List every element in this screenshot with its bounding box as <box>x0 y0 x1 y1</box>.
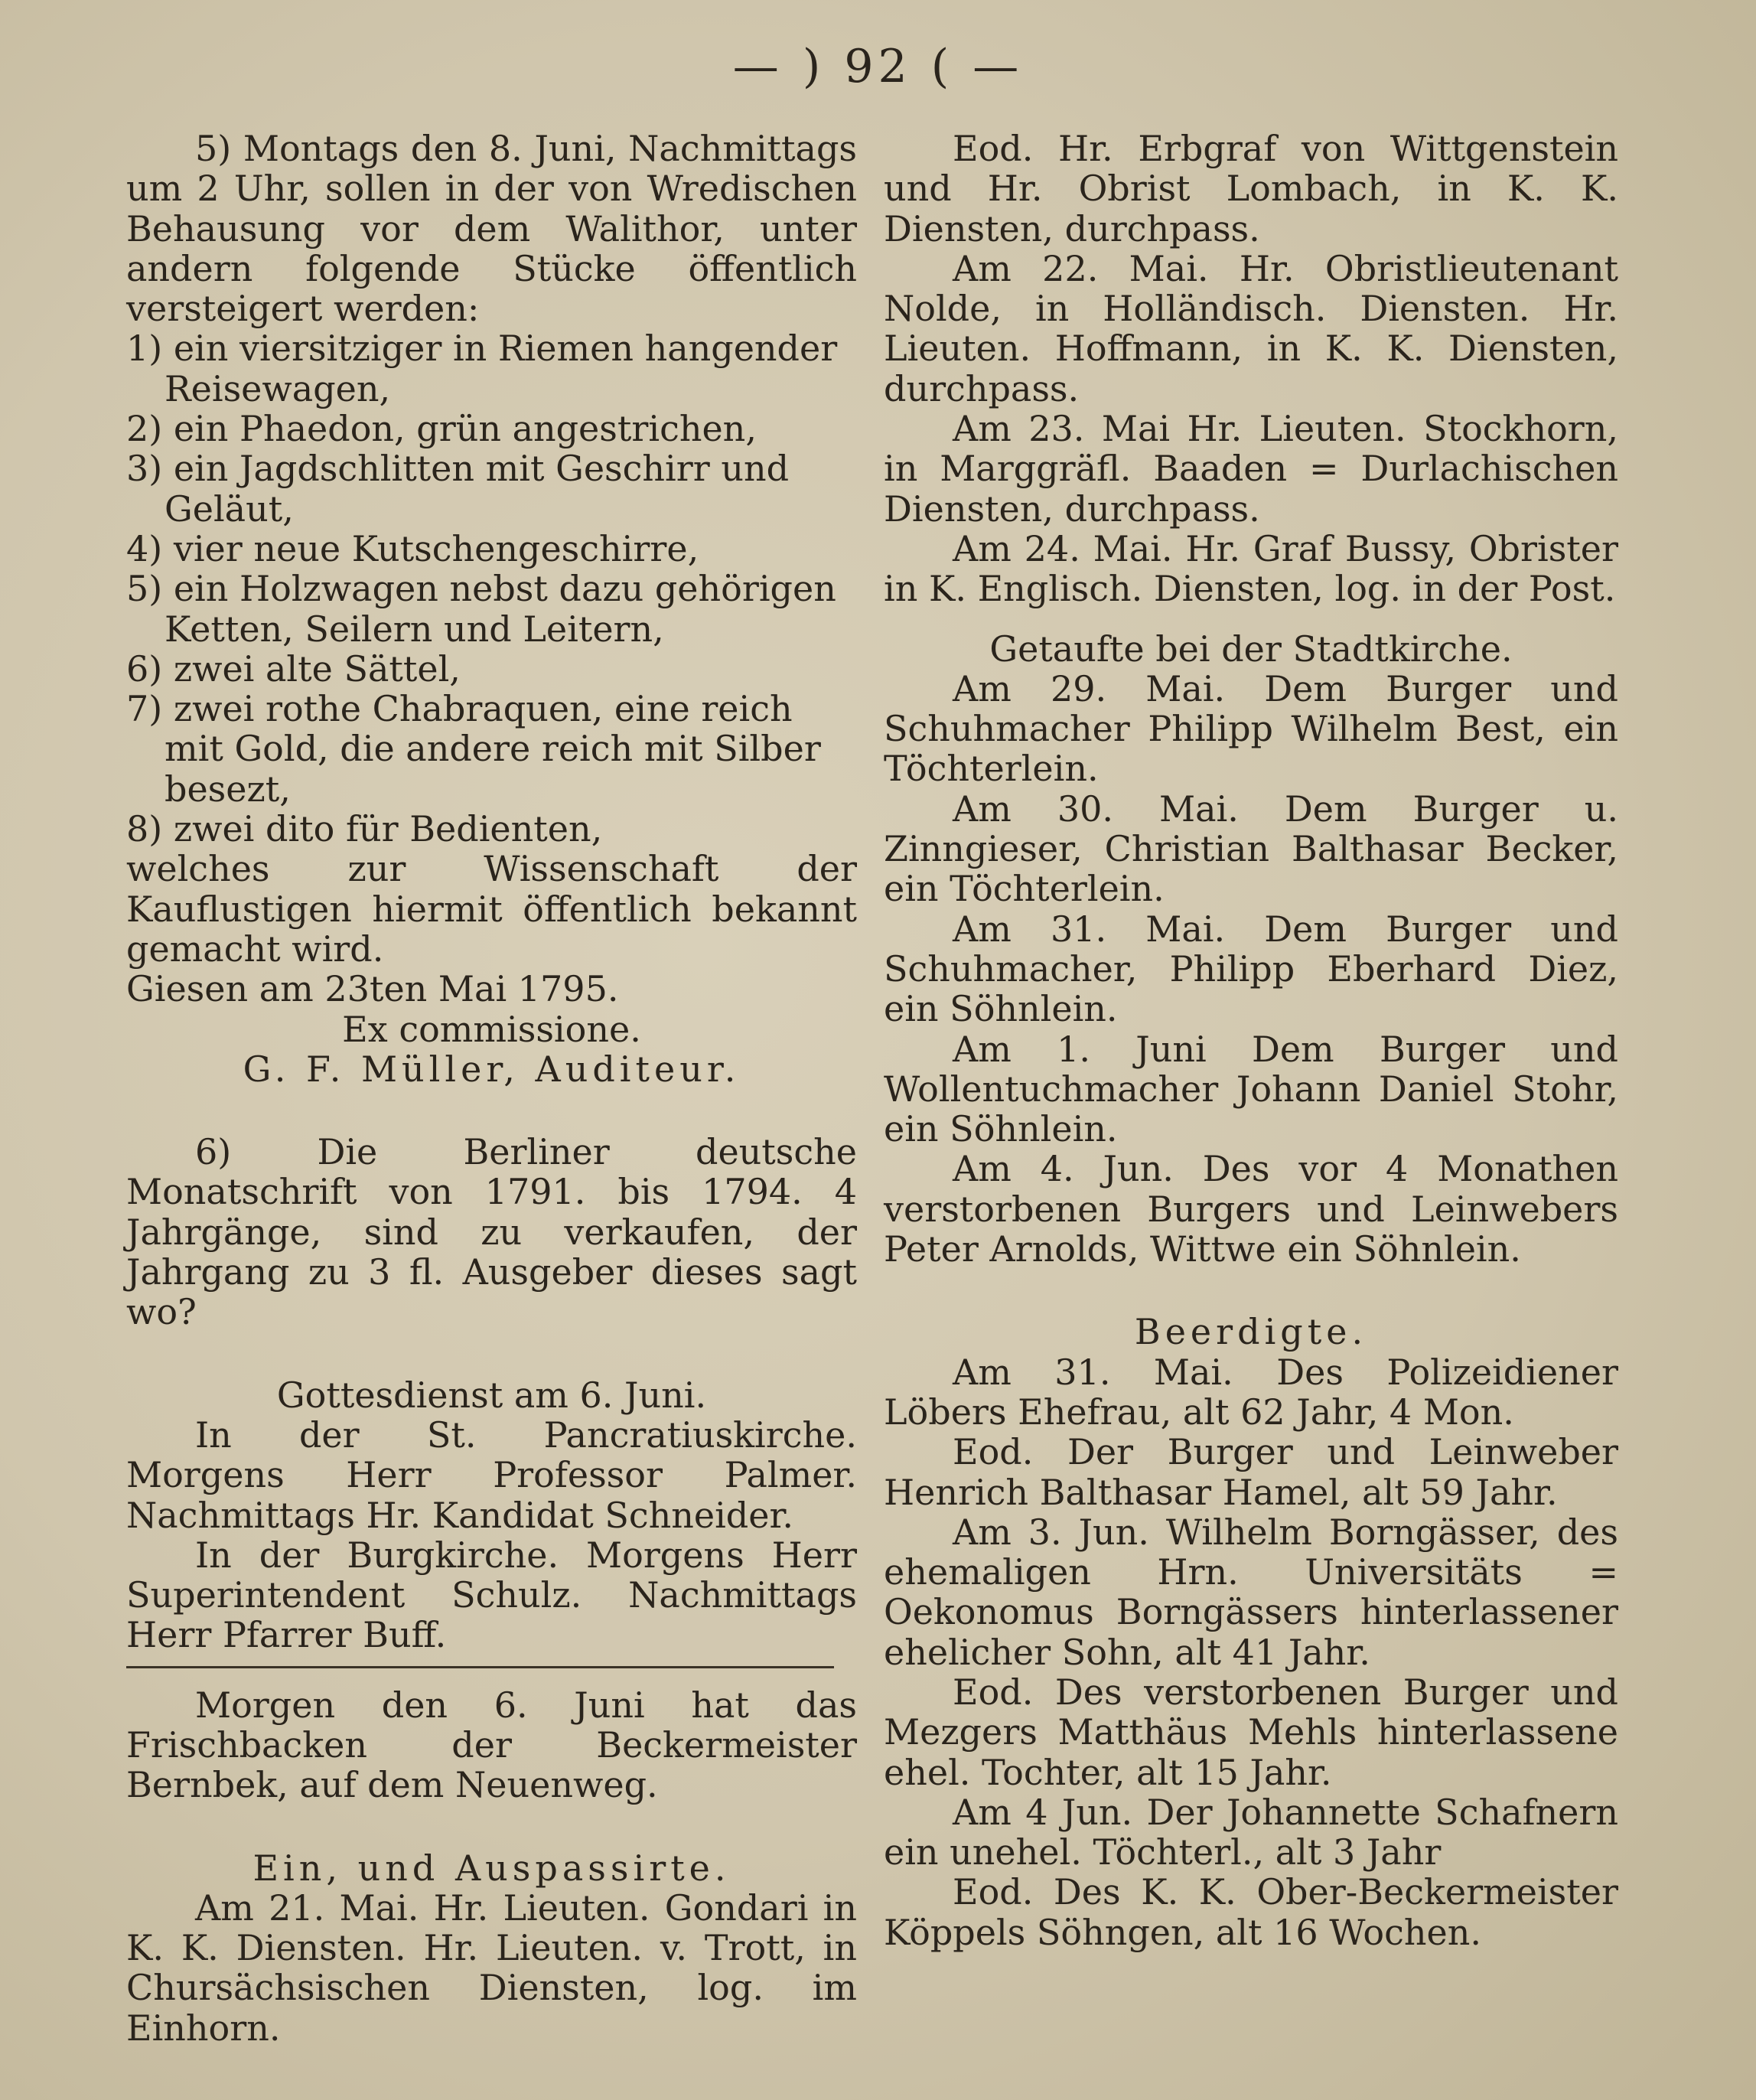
baptism-entry: Am 30. Mai. Dem Burger u. Zinngieser, Christian Balthasar Becker, ein Töchterlein. <box>884 788 1618 910</box>
auction-closing: welches zur Wissenschaft der Kauflustigen hiermit öffentlich bekannt gemacht wird. <box>126 848 857 970</box>
frischbacken-notice: Morgen den 6. Juni hat das Frischbacken der Beckermeister Bernbek, auf dem Neuenweg. <box>126 1684 857 1806</box>
section-divider <box>126 1666 834 1668</box>
getaufte-heading: Getaufte bei der Stadtkirche. <box>989 628 1513 670</box>
burgkirche-service: In der Burgkirche. Morgens Herr Superintendent Schulz. Nachmittags Herr Pfarrer Buff. <box>126 1534 857 1656</box>
passirte-entry: Am 22. Mai. Hr. Obristlieutenant Nolde, in Holländisch. Diensten. Hr. Lieuten. Hoffmann, in K. K. Diensten, durchpass. <box>884 247 1618 409</box>
ex-commissione: Ex commissione. <box>342 1008 641 1050</box>
passirte-heading: Ein, und Auspassirte. <box>252 1847 731 1889</box>
list-item: 7) zwei rothe Chabraquen, eine reich mit Gold, die andere reich mit Silber besezt, <box>126 688 821 810</box>
list-item: 8) zwei dito für Bedienten, <box>126 808 603 850</box>
list-item: 5) ein Holzwagen nebst dazu gehörigen Ketten, Seilern und Leitern, <box>126 568 836 650</box>
baptism-entry: Am 31. Mai. Dem Burger und Schuhmacher, Philipp Eberhard Diez, ein Söhnlein. <box>884 908 1618 1030</box>
gottesdienst-heading: Gottesdienst am 6. Juni. <box>276 1374 707 1416</box>
list-item: 2) ein Phaedon, grün angestrichen, <box>126 408 757 450</box>
burial-entry: Am 3. Jun. Wilhelm Borngässer, des ehemaligen Hrn. Universitäts = Oekonomus Borngässers hinterlassener ehelicher Sohn, alt 41 Jahr. <box>884 1511 1618 1673</box>
passirte-entry: Am 21. Mai. Hr. Lieuten. Gondari in K. K. Diensten. Hr. Lieuten. v. Trott, in Chursächsischen Diensten, log. im Einhorn. <box>126 1886 857 2049</box>
burial-entry: Eod. Des K. K. Ober-Beckermeister Köppels Söhngen, alt 16 Wochen. <box>884 1871 1618 1953</box>
baptism-entry: Am 4. Jun. Des vor 4 Monathen verstorbenen Burgers und Leinwebers Peter Arnolds, Wittwe ein Söhnlein. <box>884 1148 1618 1270</box>
burial-entry: Am 4 Jun. Der Johannette Schafnern ein unehel. Töchterl., alt 3 Jahr <box>884 1791 1618 1873</box>
signature: G. F. Müller, Auditeur. <box>243 1048 741 1090</box>
auction-place-date: Giesen am 23ten Mai 1795. <box>126 968 619 1010</box>
auction-item-list <box>126 328 857 849</box>
beerdigte-heading: Beerdigte. <box>1134 1311 1368 1353</box>
right-column <box>884 129 1618 1952</box>
burial-entry: Am 31. Mai. Des Polizeidiener Löbers Ehefrau, alt 62 Jahr, 4 Mon. <box>884 1351 1618 1433</box>
list-item: 1) ein viersitziger in Riemen hangender Reisewagen, <box>126 328 838 409</box>
passirte-entry: Eod. Hr. Erbgraf von Wittgenstein und Hr. Obrist Lombach, in K. K. Diensten, durchpass. <box>884 128 1618 249</box>
page-number: — ) 92 ( — <box>732 40 1024 93</box>
burial-entry: Eod. Der Burger und Leinweber Henrich Balthasar Hamel, alt 59 Jahr. <box>884 1431 1618 1513</box>
list-item: 6) zwei alte Sättel, <box>126 647 461 690</box>
left-column <box>126 129 857 2048</box>
monatschrift-notice: 6) Die Berliner deutsche Monatschrift von 1791. bis 1794. 4 Jahrgänge, sind zu verkaufen, der Jahrgang zu 3 fl. Ausgeber dieses sagt wo? <box>126 1131 857 1333</box>
auction-intro: 5) Montags den 8. Juni, Nachmittags um 2 Uhr, sollen in der von Wredischen Behausung vor dem Walithor, unter andern folgende Stücke öffentlich versteigert werden: <box>126 128 857 330</box>
list-item: 4) vier neue Kutschengeschirre, <box>126 527 699 569</box>
burial-entry: Eod. Des verstorbenen Burger und Mezgers Matthäus Mehls hinterlassene ehel. Tochter, alt 15 Jahr. <box>884 1671 1618 1793</box>
passirte-entry: Am 23. Mai Hr. Lieuten. Stockhorn, in Marggräfl. Baaden = Durlachischen Diensten, durchpass. <box>884 408 1618 530</box>
list-item: 3) ein Jagdschlitten mit Geschirr und Geläut, <box>126 448 790 530</box>
passirte-entry: Am 24. Mai. Hr. Graf Bussy, Obrister in K. Englisch. Diensten, log. in der Post. <box>884 527 1618 610</box>
baptism-entry: Am 29. Mai. Dem Burger und Schuhmacher Philipp Wilhelm Best, ein Töchterlein. <box>884 667 1618 790</box>
baptism-entry: Am 1. Juni Dem Burger und Wollentuchmacher Johann Daniel Stohr, ein Söhnlein. <box>884 1028 1618 1150</box>
pancratius-service: In der St. Pancratiuskirche. Morgens Herr Professor Palmer. Nachmittags Hr. Kandidat Schneider. <box>126 1414 857 1536</box>
